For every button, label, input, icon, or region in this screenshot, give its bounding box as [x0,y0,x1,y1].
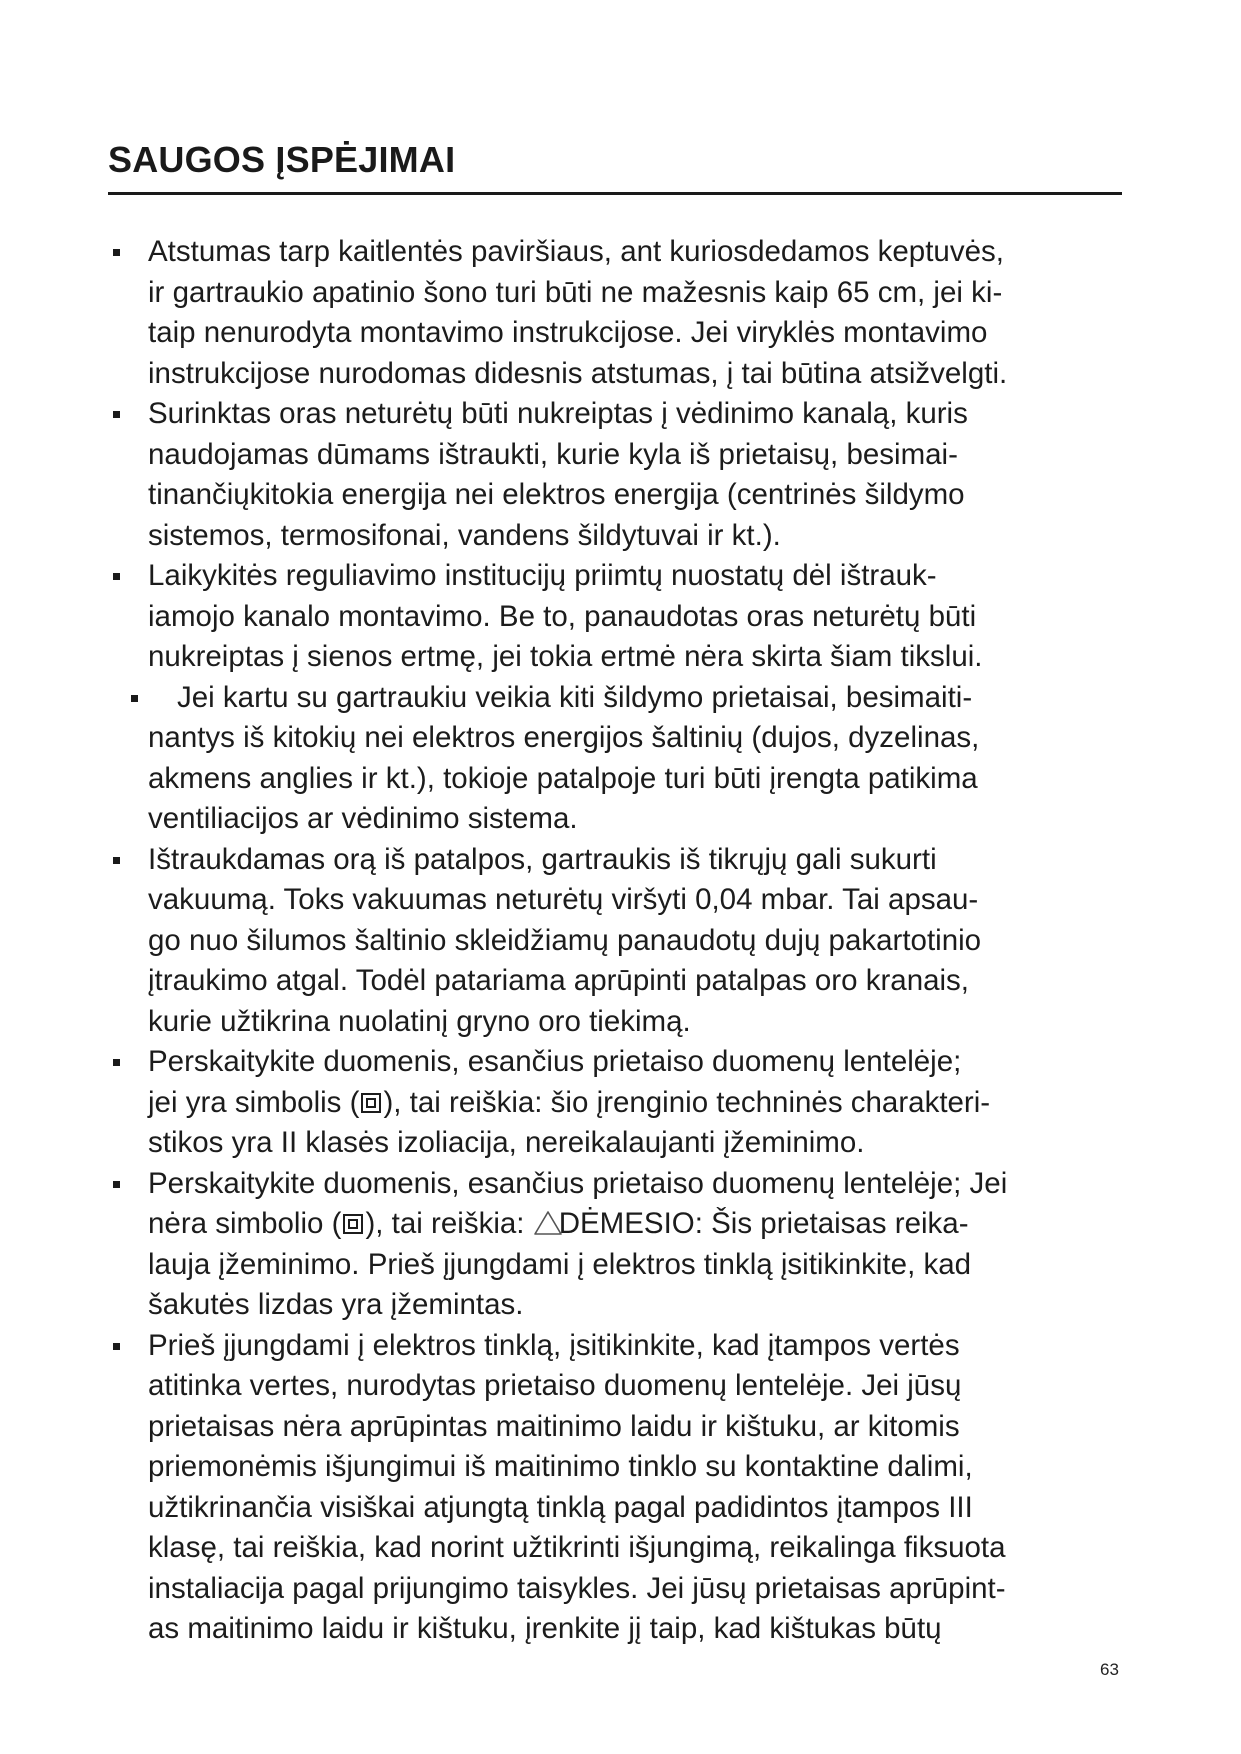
bullet-icon [113,1059,120,1066]
page-number: 63 [1100,1660,1119,1679]
class-ii-insulation-icon [360,1091,382,1115]
list-item: Perskaitykite duomenis, esančius prietaiso duomenų lentelėje; Jei nėra simbolio ( ), tai reiškia: DĖMESIO: Šis prietaisas reika- lauja įžeminimo. Prieš įjungdami į elektros tinklą įsitikinkite, kad šakutės lizdas yra įžemintas. [108,1164,1128,1326]
class-ii-insulation-icon [342,1212,364,1236]
bullet-icon [113,1181,120,1188]
safety-warning-list [108,232,1128,1650]
page-title: SAUGOS ĮSPĖJIMAI [108,139,456,180]
list-item: Prieš įjungdami į elektros tinklą, įsitikinkite, kad įtampos vertės atitinka vertes, nurodytas prietaiso duomenų lentelėje. Jei jūsų prietaisas nėra aprūpintas maitinimo laidu ir kištuku, ar kitomis priemonėmis išjungimui iš maitinimo tinklo su kontaktine dalimi, užtikrinančia visiškai atjungtą tinklą pagal padidintos įtampos III klasę, tai reiškia, kad norint užtikrinti išjungimą, reikalinga fiksuota instaliacija pagal prijungimo taisykles. Jei jūsų prietaisas aprūpint- as maitinimo laidu ir kištuku, įrenkite jį taip, kad kištukas būtų [108,1326,1128,1650]
bullet-icon [113,249,120,256]
list-item: Atstumas tarp kaitlentės paviršiaus, ant kuriosdedamos keptuvės, ir gartraukio apatinio šono turi būti ne mažesnis kaip 65 cm, jei ki- taip nenurodyta montavimo instrukcijose. Jei viryklės montavimo instrukcijose nurodomas didesnis atstumas, į tai būtina atsižvelgti. [108,232,1128,394]
bullet-icon [113,857,120,864]
bullet-icon [113,411,120,418]
list-item: Ištraukdamas orą iš patalpos, gartraukis iš tikrųjų gali sukurti vakuumą. Toks vakuumas neturėtų viršyti 0,04 mbar. Tai apsau- go nuo šilumos šaltinio skleidžiamų panaudotų dujų pakartotinio įtraukimo atgal. Todėl patariama aprūpinti patalpas oro kranais, kurie užtikrina nuolatinį gryno oro tiekimą. [108,840,1128,1043]
list-item: Perskaitykite duomenis, esančius prietaiso duomenų lentelėje; jei yra simbolis ( ), tai reiškia: šio įrenginio techninės charakteri- stikos yra II klasės izoliacija, nereikalaujanti įžeminimo. [108,1042,1128,1164]
list-item: Laikykitės reguliavimo institucijų priimtų nuostatų dėl ištrauk- iamojo kanalo montavimo. Be to, panaudotas oras neturėtų būti nukreiptas į sienos ertmę, jei tokia ertmė nėra skirta šiam tikslui. [108,556,1128,678]
title-underline [108,192,1122,195]
bullet-icon [131,695,138,702]
list-item: Surinktas oras neturėtų būti nukreiptas į vėdinimo kanalą, kuris naudojamas dūmams ištraukti, kurie kyla iš prietaisų, besimai- tinančiųkitokia energija nei elektros energija (centrinės šildymo sistemos, termosifonai, vandens šildytuvai ir kt.). [108,394,1128,556]
bullet-icon [113,573,120,580]
list-item: Jei kartu su gartraukiu veikia kiti šildymo prietaisai, besimaiti- nantys iš kitokių nei elektros energijos šaltinių (dujos, dyzelinas, akmens anglies ir kt.), tokioje patalpoje turi būti įrengta patikima ventiliacijos ar vėdinimo sistema. [108,678,1128,840]
bullet-icon [113,1343,120,1350]
